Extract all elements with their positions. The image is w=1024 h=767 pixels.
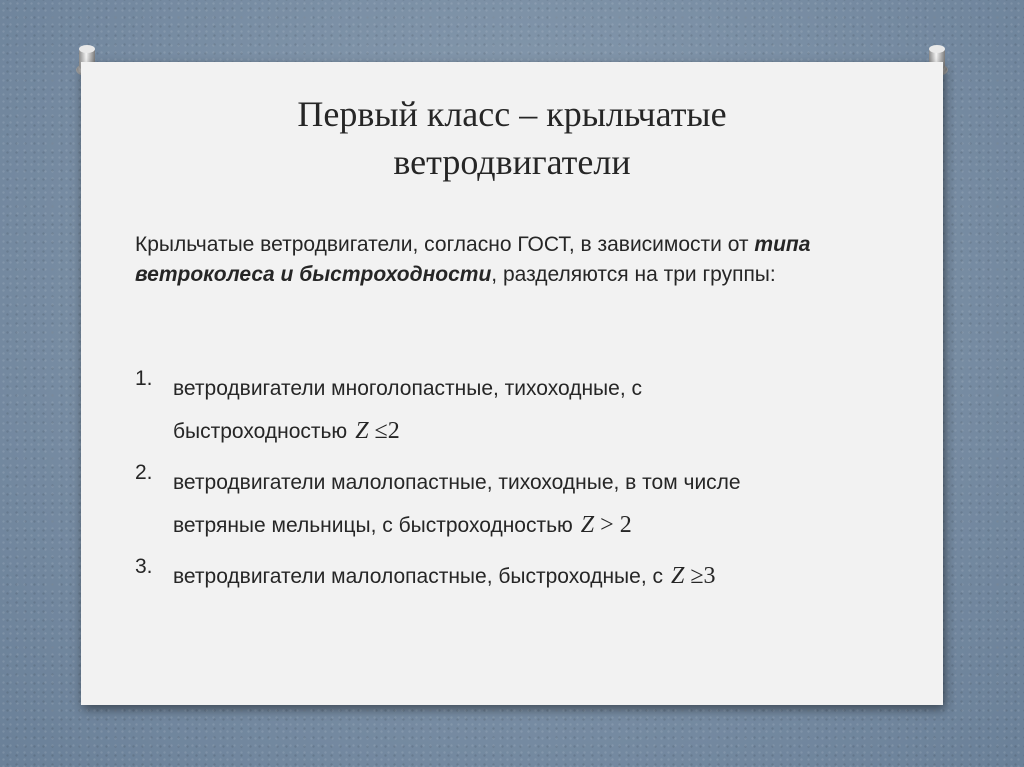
math-variable: Z — [355, 418, 369, 444]
intro-text: Крыльчатые ветродвигатели, согласно ГОСТ, в зависимости от — [135, 233, 755, 256]
math-value: 2 — [619, 512, 632, 538]
intro-emphasis: типа ветроколеса и быстроходности — [135, 233, 811, 286]
math-variable: Z — [671, 563, 685, 589]
list-item — [135, 461, 915, 547]
list-item-text-line2 — [173, 504, 915, 547]
list-item-text: ветряные мельницы, с быстроходностью — [173, 514, 573, 537]
list-item-text: ветродвигатели многолопастные, тихоходные, с — [173, 377, 642, 400]
math-relation: ≥ — [690, 563, 704, 589]
math-relation: ≤ — [374, 418, 388, 444]
list-item-text: ветродвигатели малолопастные, тихоходные, в том числе — [173, 471, 741, 494]
math-expression — [581, 512, 632, 538]
slide-title-line: ветродвигатели — [393, 142, 631, 182]
list-item-text: быстроходностью — [173, 420, 348, 443]
list-item-text-line1 — [173, 555, 915, 598]
group-list — [135, 367, 915, 606]
list-item-number: 1. — [135, 367, 153, 390]
math-relation: > — [600, 512, 614, 538]
list-item-text-line2 — [173, 410, 915, 453]
slide-title-line: Первый класс – крыльчатые — [297, 94, 727, 134]
math-variable: Z — [580, 512, 595, 538]
intro-paragraph — [135, 230, 885, 290]
list-item — [135, 367, 915, 453]
math-expression — [355, 418, 400, 444]
slide-title — [0, 90, 1024, 186]
list-item-number: 2. — [135, 461, 153, 484]
list-item — [135, 555, 915, 598]
list-item-number: 3. — [135, 555, 153, 578]
math-value: 2 — [387, 418, 400, 444]
intro-text: , разделяются на три группы: — [491, 263, 776, 286]
list-item-text: ветродвигатели малолопастные, быстроходные, с — [173, 565, 663, 588]
math-value: 3 — [703, 563, 716, 589]
math-expression — [671, 563, 716, 589]
